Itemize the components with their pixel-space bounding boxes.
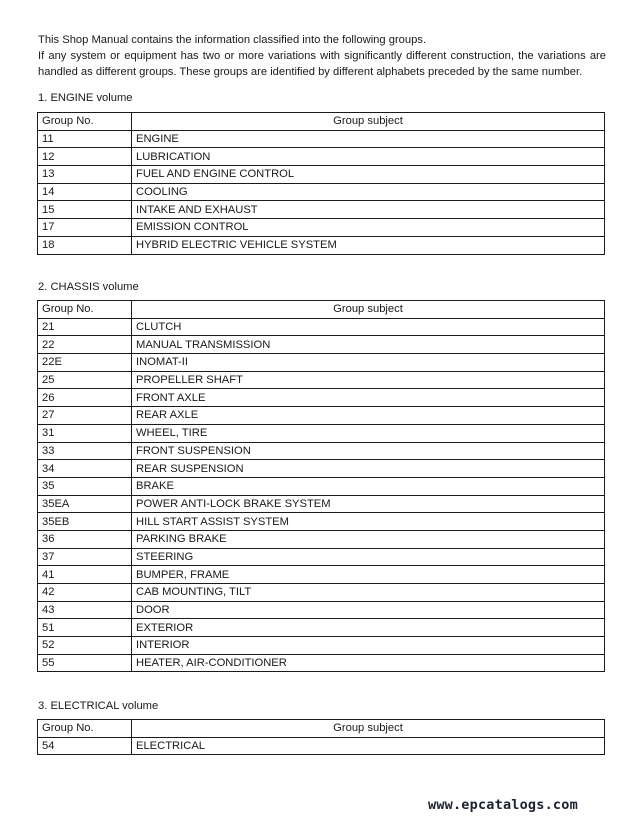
table-row xyxy=(38,148,605,166)
table-row xyxy=(38,236,605,254)
table-row xyxy=(38,601,605,619)
table-row xyxy=(38,584,605,602)
group-subject-cell: POWER ANTI-LOCK BRAKE SYSTEM xyxy=(132,495,605,513)
group-subject-cell: FRONT AXLE xyxy=(132,389,605,407)
header-group-no: Group No. xyxy=(38,720,132,738)
group-subject-cell: PROPELLER SHAFT xyxy=(132,371,605,389)
group-no-cell: 14 xyxy=(38,183,132,201)
intro-line-2: If any system or equipment has two or more variations with significantly different construction, the variations are handled as different groups. These groups are identified by different alphabets preceded by the same number. xyxy=(38,50,606,78)
group-subject-cell: DOOR xyxy=(132,601,605,619)
group-no-cell: 37 xyxy=(38,548,132,566)
table-row xyxy=(38,637,605,655)
engine-volume-title: 1. ENGINE volume xyxy=(38,92,133,104)
group-no-cell: 15 xyxy=(38,201,132,219)
group-no-cell: 17 xyxy=(38,219,132,237)
electrical-volume-table xyxy=(37,719,605,755)
table-row xyxy=(38,654,605,672)
table-row xyxy=(38,460,605,478)
table-header-row xyxy=(38,720,605,738)
group-no-cell: 35 xyxy=(38,477,132,495)
group-subject-cell: REAR AXLE xyxy=(132,407,605,425)
group-subject-cell: ENGINE xyxy=(132,130,605,148)
header-group-no: Group No. xyxy=(38,301,132,319)
table-row xyxy=(38,336,605,354)
intro-text xyxy=(38,32,606,80)
group-subject-cell: CAB MOUNTING, TILT xyxy=(132,584,605,602)
group-subject-cell: EMISSION CONTROL xyxy=(132,219,605,237)
table-row xyxy=(38,130,605,148)
group-subject-cell: BRAKE xyxy=(132,477,605,495)
group-subject-cell: STEERING xyxy=(132,548,605,566)
table-header-row xyxy=(38,301,605,319)
table-row xyxy=(38,530,605,548)
group-subject-cell: WHEEL, TIRE xyxy=(132,424,605,442)
group-no-cell: 13 xyxy=(38,166,132,184)
table-row xyxy=(38,442,605,460)
group-subject-cell: INTERIOR xyxy=(132,637,605,655)
intro-line-1: This Shop Manual contains the information classified into the following groups. xyxy=(38,34,427,46)
group-no-cell: 27 xyxy=(38,407,132,425)
table-row xyxy=(38,407,605,425)
group-subject-cell: ELECTRICAL xyxy=(132,737,605,755)
watermark-url: www.epcatalogs.com xyxy=(428,797,578,813)
group-no-cell: 12 xyxy=(38,148,132,166)
table-row xyxy=(38,371,605,389)
group-subject-cell: HILL START ASSIST SYSTEM xyxy=(132,513,605,531)
table-row xyxy=(38,513,605,531)
table-row xyxy=(38,424,605,442)
table-row xyxy=(38,566,605,584)
group-no-cell: 18 xyxy=(38,236,132,254)
table-row xyxy=(38,219,605,237)
group-no-cell: 22 xyxy=(38,336,132,354)
group-subject-cell: HEATER, AIR-CONDITIONER xyxy=(132,654,605,672)
table-row xyxy=(38,201,605,219)
group-subject-cell: MANUAL TRANSMISSION xyxy=(132,336,605,354)
header-group-subject: Group subject xyxy=(132,301,605,319)
group-subject-cell: REAR SUSPENSION xyxy=(132,460,605,478)
table-row xyxy=(38,477,605,495)
group-no-cell: 26 xyxy=(38,389,132,407)
group-no-cell: 52 xyxy=(38,637,132,655)
table-header-row xyxy=(38,113,605,131)
table-row xyxy=(38,619,605,637)
group-subject-cell: EXTERIOR xyxy=(132,619,605,637)
group-no-cell: 25 xyxy=(38,371,132,389)
group-subject-cell: HYBRID ELECTRIC VEHICLE SYSTEM xyxy=(132,236,605,254)
table-row xyxy=(38,166,605,184)
engine-rows xyxy=(38,130,605,254)
table-row xyxy=(38,495,605,513)
chassis-rows xyxy=(38,318,605,672)
group-subject-cell: PARKING BRAKE xyxy=(132,530,605,548)
header-group-subject: Group subject xyxy=(132,720,605,738)
group-subject-cell: COOLING xyxy=(132,183,605,201)
header-group-subject: Group subject xyxy=(132,113,605,131)
group-no-cell: 21 xyxy=(38,318,132,336)
table-row xyxy=(38,183,605,201)
electrical-volume-title: 3. ELECTRICAL volume xyxy=(38,700,159,712)
table-row xyxy=(38,548,605,566)
group-no-cell: 55 xyxy=(38,654,132,672)
table-row xyxy=(38,354,605,372)
group-no-cell: 36 xyxy=(38,530,132,548)
group-no-cell: 35EB xyxy=(38,513,132,531)
group-subject-cell: INOMAT-II xyxy=(132,354,605,372)
group-subject-cell: CLUTCH xyxy=(132,318,605,336)
group-subject-cell: LUBRICATION xyxy=(132,148,605,166)
group-no-cell: 31 xyxy=(38,424,132,442)
group-subject-cell: BUMPER, FRAME xyxy=(132,566,605,584)
group-no-cell: 43 xyxy=(38,601,132,619)
group-no-cell: 35EA xyxy=(38,495,132,513)
chassis-volume-title: 2. CHASSIS volume xyxy=(38,281,139,293)
group-no-cell: 33 xyxy=(38,442,132,460)
group-no-cell: 22E xyxy=(38,354,132,372)
group-subject-cell: FRONT SUSPENSION xyxy=(132,442,605,460)
table-row xyxy=(38,389,605,407)
group-no-cell: 34 xyxy=(38,460,132,478)
group-no-cell: 41 xyxy=(38,566,132,584)
engine-volume-table xyxy=(37,112,605,255)
group-no-cell: 11 xyxy=(38,130,132,148)
chassis-volume-table xyxy=(37,300,605,672)
group-no-cell: 42 xyxy=(38,584,132,602)
group-no-cell: 54 xyxy=(38,737,132,755)
table-row xyxy=(38,737,605,755)
group-subject-cell: INTAKE AND EXHAUST xyxy=(132,201,605,219)
electrical-rows xyxy=(38,737,605,755)
header-group-no: Group No. xyxy=(38,113,132,131)
group-subject-cell: FUEL AND ENGINE CONTROL xyxy=(132,166,605,184)
group-no-cell: 51 xyxy=(38,619,132,637)
table-row xyxy=(38,318,605,336)
